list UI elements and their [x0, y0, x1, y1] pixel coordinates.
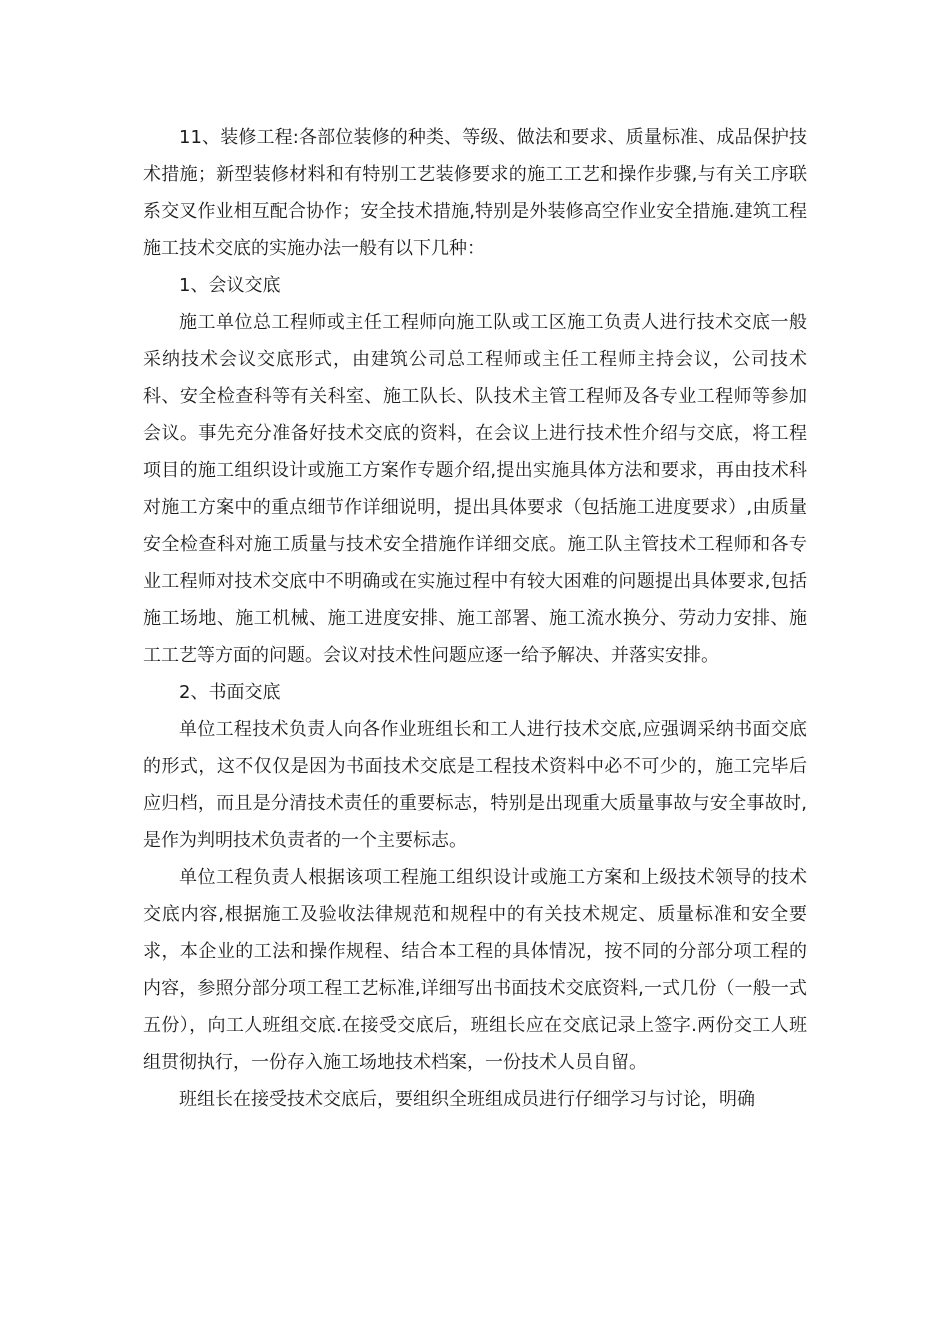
heading-meeting-briefing: 1、会议交底 — [179, 275, 281, 296]
paragraph-written-briefing: 单位工程技术负责人向各作业班组长和工人进行技术交底,应强调采纳书面交底的形式，这不仅仅是因为书面技术交底是工程技术资料中必不可少的，施工完毕后应归档，而且是分清技术责任的重要标志，特别是出现重大质量事故与安全事故时,是作为判明技术负责者的一个主要标志。 — [143, 719, 807, 851]
paragraph-unit-engineer: 单位工程负责人根据该项工程施工组织设计或施工方案和上级技术领导的技术交底内容,根据施工及验收法律规范和规程中的有关技术规定、质量标准和安全要求，本企业的工法和操作规程、结合本工程的具体情况，按不同的分部分项工程的内容，参照分部分项工程工艺标准,详细写出书面技术交底资料,一式几份（一般一式五份），向工人班组交底.在接受交底后，班组长应在交底记录上签字.两份交工人班组贯彻执行，一份存入施工场地技术档案，一份技术人员自留。 — [143, 867, 807, 1073]
paragraph-meeting-briefing: 施工单位总工程师或主任工程师向施工队或工区施工负责人进行技术交底一般采纳技术会议交底形式，由建筑公司总工程师或主任工程师主持会议，公司技术科、安全检查科等有关科室、施工队长、队技术主管工程师及各专业工程师等参加会议。事先充分准备好技术交底的资料，在会议上进行技术性介绍与交底，将工程项目的施工组织设计或施工方案作专题介绍,提出实施具体方法和要求，再由技术科对施工方案中的重点细节作详细说明，提出具体要求（包括施工进度要求）,由质量安全检查科对施工质量与技术安全措施作详细交底。施工队主管技术工程师和各专业工程师对技术交底中不明确或在实施过程中有较大困难的问题提出具体要求,包括施工场地、施工机械、施工进度安排、施工部署、施工流水换分、劳动力安排、施工工艺等方面的问题。会议对技术性问题应逐一给予解决、并落实安排。 — [143, 312, 807, 666]
paragraph-decoration-work: 11、装修工程:各部位装修的种类、等级、做法和要求、质量标准、成品保护技术措施；新型装修材料和有特别工艺装修要求的施工工艺和操作步骤,与有关工序联系交叉作业相互配合协作；安全技术措施,特别是外装修高空作业安全措施.建筑工程施工技术交底的实施办法一般有以下几种： — [143, 127, 807, 259]
paragraph-team-leader: 班组长在接受技术交底后，要组织全班组成员进行仔细学习与讨论，明确 — [179, 1089, 755, 1110]
document-body — [143, 119, 807, 1118]
heading-written-briefing: 2、书面交底 — [179, 682, 281, 703]
